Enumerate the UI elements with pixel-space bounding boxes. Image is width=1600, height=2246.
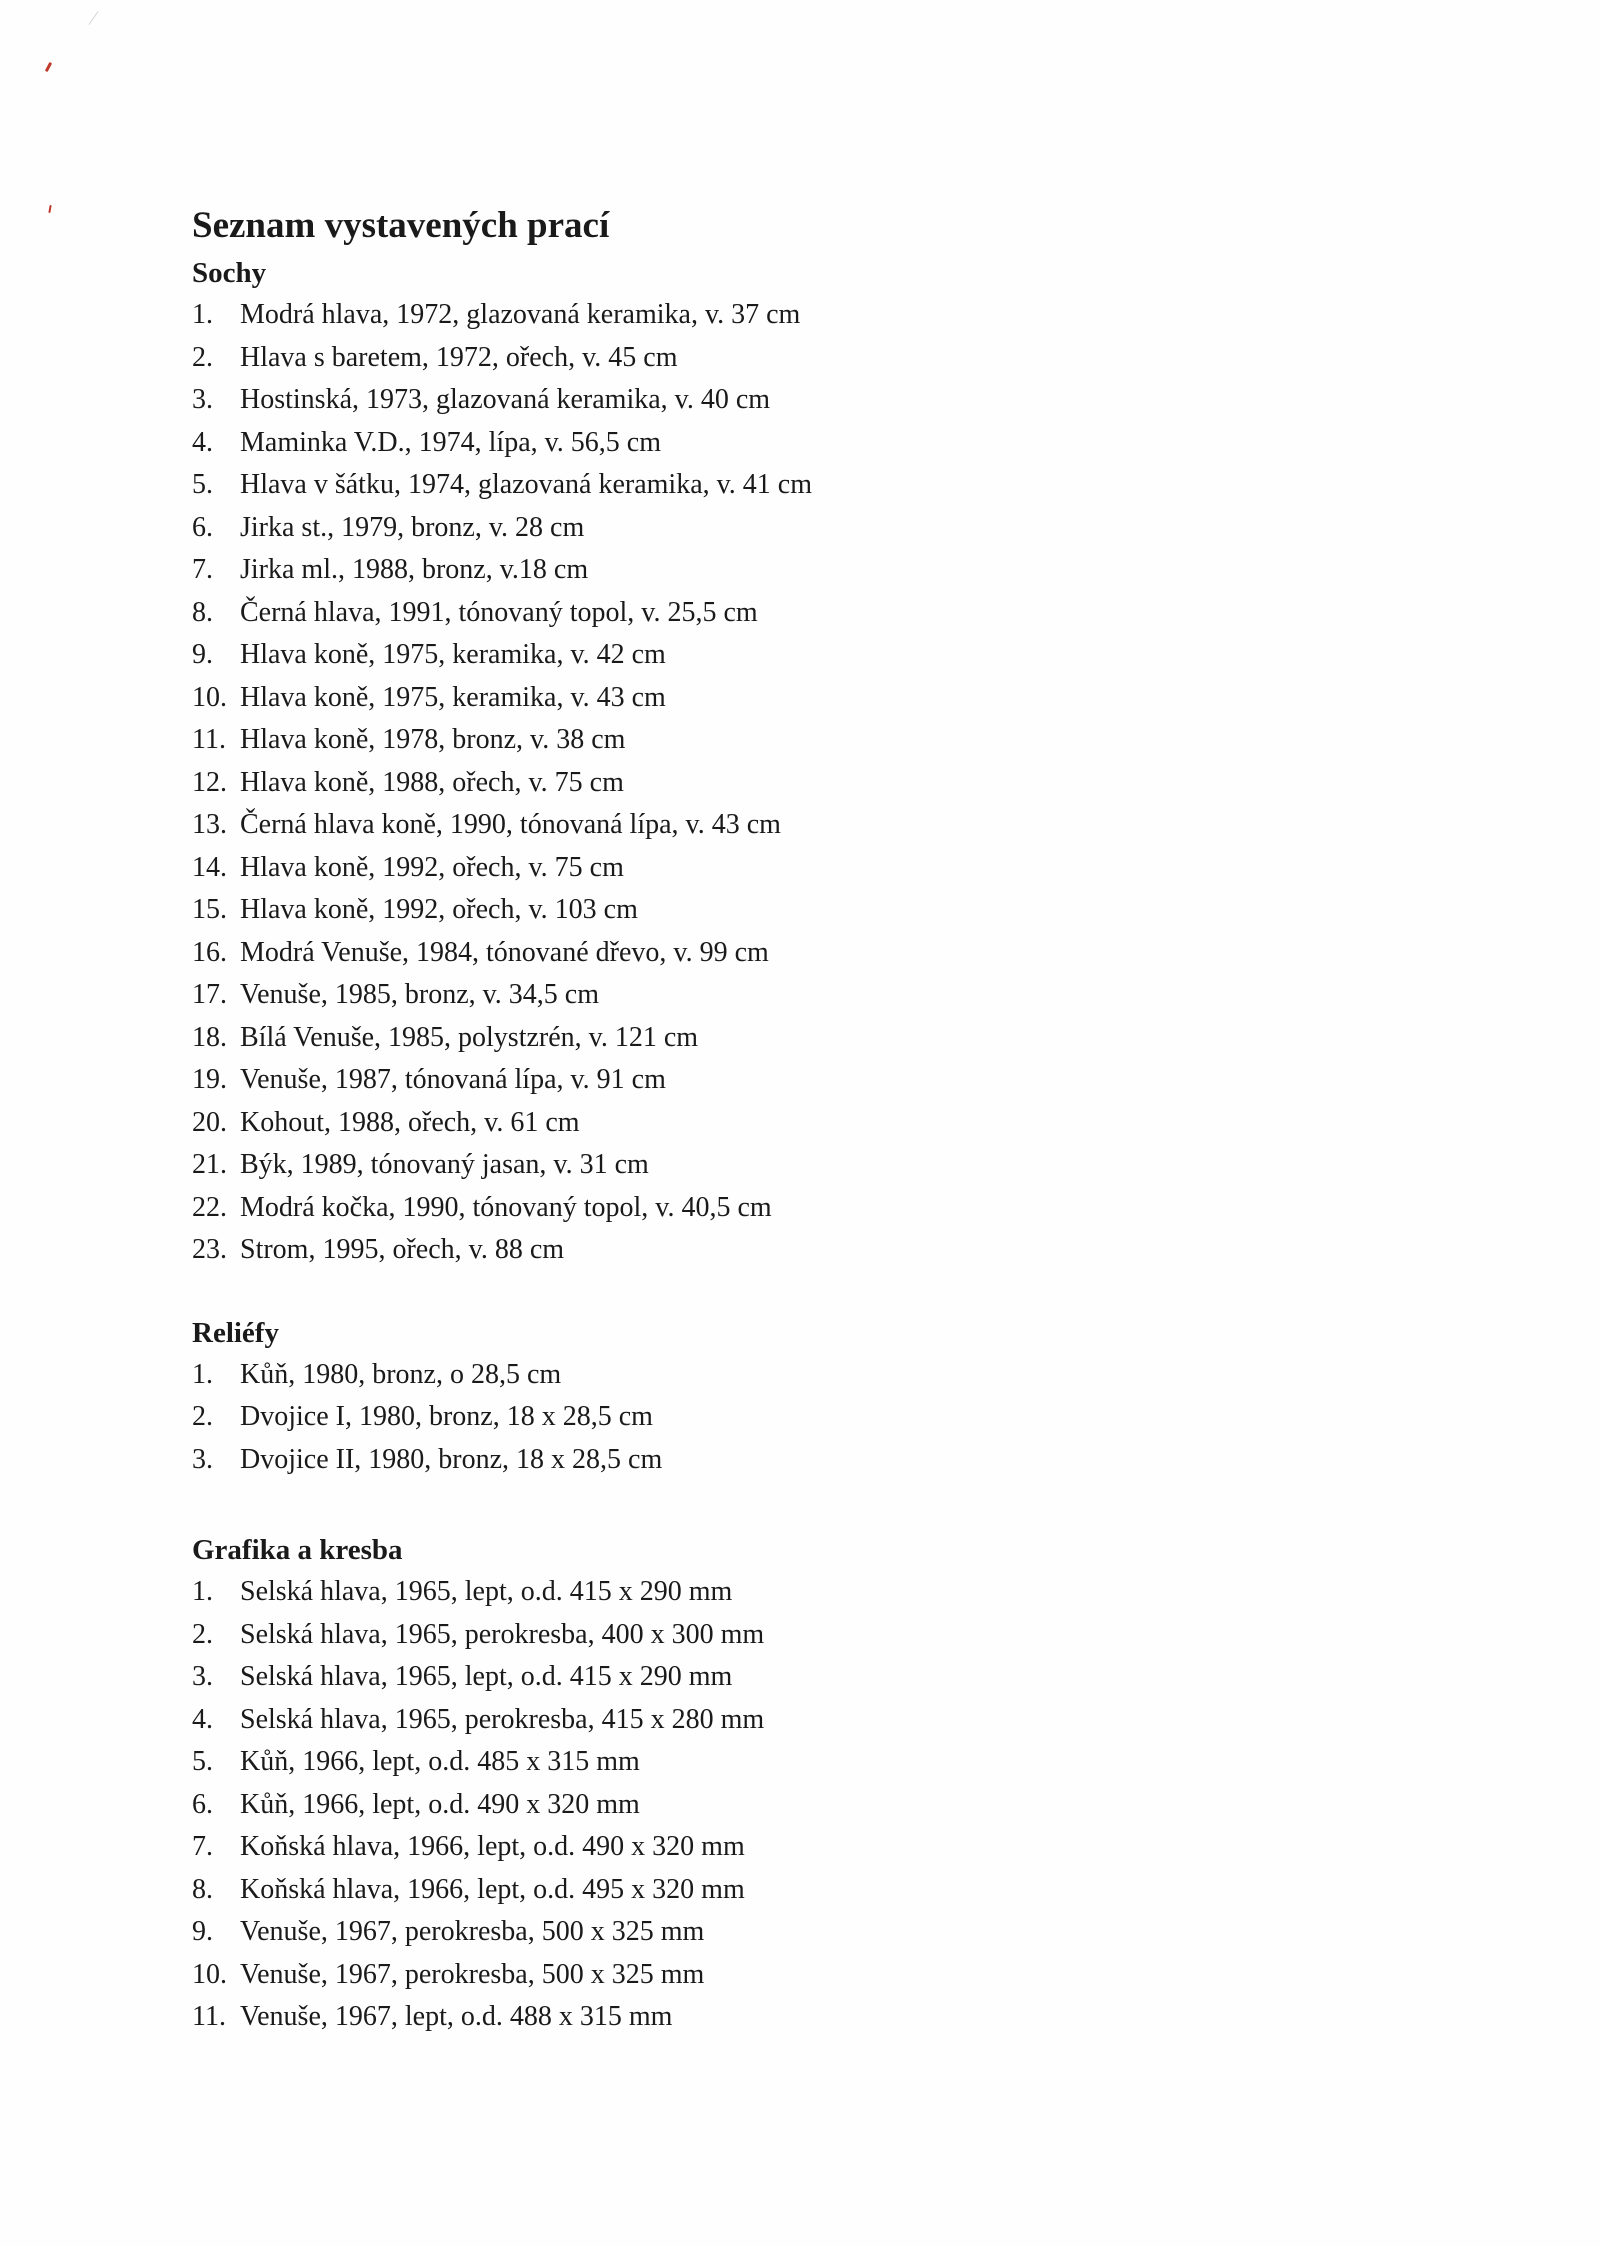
item-number: 3. [192,384,213,415]
item-number: 4. [192,426,213,458]
list-item [192,549,1492,592]
list-item [192,1102,1492,1145]
item-text: Maminka V.D., 1974, lípa, v. 56,5 cm [240,426,662,458]
item-number: 3. [192,1443,213,1475]
item-text: Venuše, 1967, lept, o.d. 488 x 315 mm [240,2001,673,2032]
item-number: 19. [192,1064,227,1095]
item-text: Kůň, 1966, lept, o.d. 485 x 315 mm [240,1746,640,1777]
list-item [192,1954,1492,1997]
list-item [192,1144,1492,1187]
item-number: 1. [192,1576,213,1607]
item-text: Černá hlava, 1991, tónovaný topol, v. 25,5 cm [240,596,758,628]
list-item [192,634,1492,677]
list-item [192,379,1492,422]
item-text: Hlava v šátku, 1974, glazovaná keramika, v. 41 cm [240,469,813,500]
list-item [192,464,1492,507]
list-item [192,1911,1492,1954]
item-number: 14. [192,851,227,883]
item-number: 16. [192,936,227,968]
item-text: Venuše, 1985, bronz, v. 34,5 cm [240,979,600,1010]
item-text: Jirka st., 1979, bronz, v. 28 cm [240,511,585,543]
item-number: 4. [192,1703,213,1735]
item-text: Modrá Venuše, 1984, tónované dřevo, v. 99 cm [240,936,769,968]
list-item [192,1996,1492,2039]
item-text: Selská hlava, 1965, perokresba, 415 x 280 mm [240,1703,765,1735]
item-text: Modrá hlava, 1972, glazovaná keramika, v. 37 cm [240,299,801,330]
list-item [192,1741,1492,1784]
item-number: 9. [192,1916,213,1947]
item-text: Hlava koně, 1992, ořech, v. 103 cm [240,894,638,925]
item-text: Koňská hlava, 1966, lept, o.d. 495 x 320 mm [240,1873,745,1905]
item-text: Černá hlava koně, 1990, tónovaná lípa, v. 43 cm [240,809,781,840]
list-item [192,932,1492,975]
item-text: Kůň, 1980, bronz, o 28,5 cm [240,1358,562,1390]
item-number: 17. [192,979,227,1010]
item-number: 22. [192,1191,227,1223]
item-number: 2. [192,1618,213,1650]
list-item [192,337,1492,380]
section-reliefy [192,1312,1492,1482]
item-list [192,1354,1492,1482]
section-heading: Sochy [192,257,267,289]
item-text: Venuše, 1987, tónovaná lípa, v. 91 cm [240,1064,666,1095]
red-pencil-mark [48,205,51,213]
item-text: Koňská hlava, 1966, lept, o.d. 490 x 320 mm [240,1831,745,1862]
item-number: 21. [192,1149,227,1180]
item-number: 7. [192,554,213,585]
item-number: 8. [192,596,213,628]
item-number: 11. [192,2001,226,2032]
item-text: Hlava koně, 1988, ořech, v. 75 cm [240,766,624,798]
list-item [192,422,1492,465]
list-item [192,1396,1492,1439]
item-text: Jirka ml., 1988, bronz, v.18 cm [240,554,589,585]
item-text: Selská hlava, 1965, perokresba, 400 x 300 mm [240,1618,765,1650]
list-item [192,1354,1492,1397]
list-item [192,1826,1492,1869]
item-text: Selská hlava, 1965, lept, o.d. 415 x 290 mm [240,1576,733,1607]
list-item [192,847,1492,890]
item-number: 6. [192,1788,213,1820]
list-item [192,1784,1492,1827]
item-number: 1. [192,1358,213,1390]
item-text: Hlava koně, 1978, bronz, v. 38 cm [240,724,626,755]
section-heading: Grafika a kresba [192,1534,403,1566]
item-text: Modrá kočka, 1990, tónovaný topol, v. 40,5 cm [240,1191,772,1223]
item-text: Býk, 1989, tónovaný jasan, v. 31 cm [240,1149,649,1180]
list-item [192,1656,1492,1699]
item-text: Hlava s baretem, 1972, ořech, v. 45 cm [240,341,678,373]
section-grafika-a-kresba [192,1529,1492,2039]
item-list [192,294,1492,1272]
list-item [192,677,1492,720]
item-text: Hlava koně, 1975, keramika, v. 42 cm [240,639,666,670]
item-text: Dvojice II, 1980, bronz, 18 x 28,5 cm [240,1443,663,1475]
exhibited-works-list [192,200,1492,2039]
list-item [192,719,1492,762]
item-number: 11. [192,724,226,755]
item-number: 8. [192,1873,213,1905]
item-number: 2. [192,341,213,373]
list-item [192,1699,1492,1742]
list-item [192,1439,1492,1482]
item-number: 5. [192,1746,213,1777]
red-pencil-mark [45,62,52,72]
item-text: Hostinská, 1973, glazovaná keramika, v. 40 cm [240,384,771,415]
item-list [192,1571,1492,2039]
item-number: 3. [192,1661,213,1692]
section-sochy [192,252,1492,1272]
item-number: 18. [192,1021,227,1053]
section-heading: Reliéfy [192,1316,279,1349]
list-item [192,762,1492,805]
item-number: 15. [192,894,227,925]
item-text: Dvojice I, 1980, bronz, 18 x 28,5 cm [240,1401,653,1432]
item-number: 10. [192,681,227,713]
item-number: 1. [192,299,213,330]
list-item [192,889,1492,932]
list-item [192,1571,1492,1614]
item-text: Venuše, 1967, perokresba, 500 x 325 mm [240,1916,705,1947]
faint-pencil-mark [89,11,99,25]
list-item [192,1614,1492,1657]
list-item [192,974,1492,1017]
item-number: 2. [192,1401,213,1432]
item-number: 12. [192,766,227,798]
item-text: Selská hlava, 1965, lept, o.d. 415 x 290 mm [240,1661,733,1692]
list-item [192,1187,1492,1230]
item-number: 7. [192,1831,213,1862]
item-number: 10. [192,1958,227,1990]
item-number: 13. [192,809,227,840]
item-text: Bílá Venuše, 1985, polystzrén, v. 121 cm [240,1021,699,1053]
list-item [192,507,1492,550]
item-text: Strom, 1995, ořech, v. 88 cm [240,1234,565,1265]
item-text: Kůň, 1966, lept, o.d. 490 x 320 mm [240,1788,640,1820]
item-number: 23. [192,1234,227,1265]
item-number: 5. [192,469,213,500]
item-number: 20. [192,1106,227,1138]
item-number: 9. [192,639,213,670]
page-title: Seznam vystavených prací [192,205,610,246]
list-item [192,1869,1492,1912]
list-item [192,294,1492,337]
list-item [192,1229,1492,1272]
list-item [192,592,1492,635]
item-text: Venuše, 1967, perokresba, 500 x 325 mm [240,1958,705,1990]
item-number: 6. [192,511,213,543]
item-text: Hlava koně, 1975, keramika, v. 43 cm [240,681,666,713]
item-text: Hlava koně, 1992, ořech, v. 75 cm [240,851,624,883]
list-item [192,1017,1492,1060]
item-text: Kohout, 1988, ořech, v. 61 cm [240,1106,580,1138]
list-item [192,804,1492,847]
list-item [192,1059,1492,1102]
